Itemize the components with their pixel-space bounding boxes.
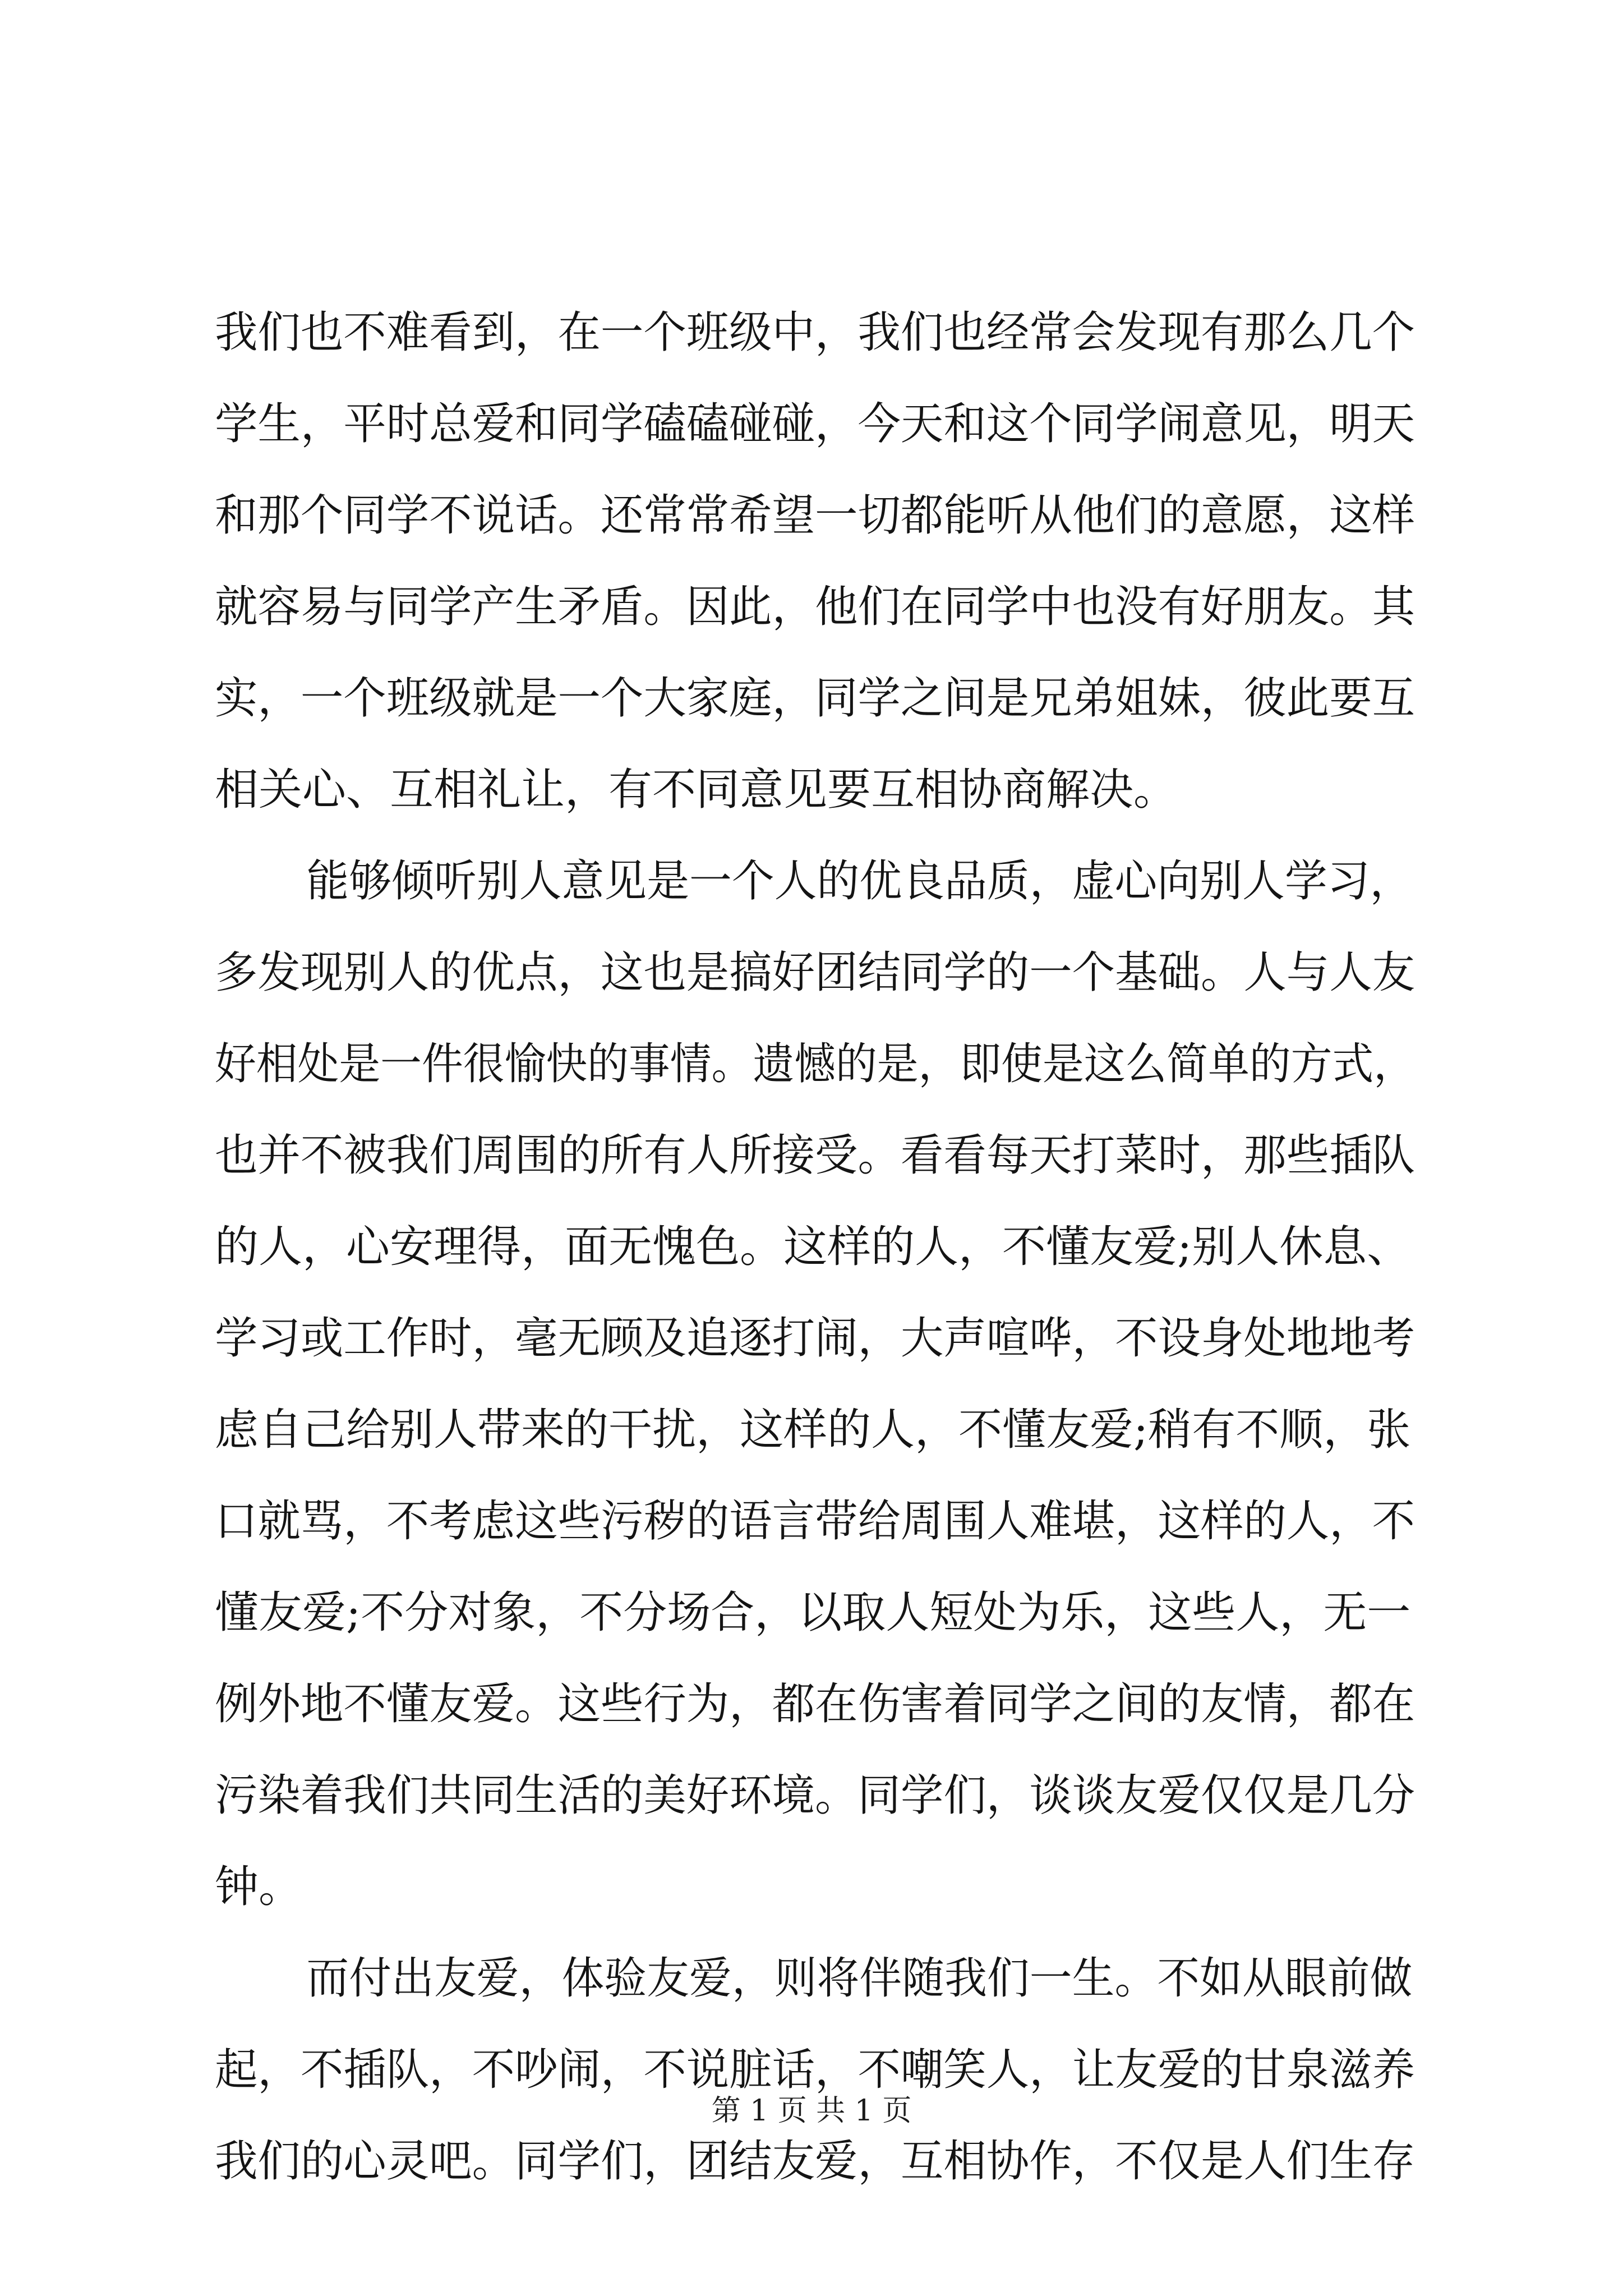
text-line: 虑自己给别人带来的干扰，这样的人，不懂友爱;稍有不顺，张 [215,1405,1411,1455]
text-line: 和那个同学不说话。还常常希望一切都能听从他们的意愿，这样 [215,490,1415,541]
text-line: 实，一个班级就是一个大家庭，同学之间是兄弟姐妹，彼此要互 [215,673,1415,724]
page-footer: 第 1 页 共 1 页 [711,2094,912,2128]
text-line: 相关心、互相礼让，有不同意见要互相协商解决。 [215,765,1178,815]
text-line: 多发现别人的优点，这也是搞好团结同学的一个基础。人与人友 [215,947,1415,998]
text-line: 口就骂，不考虑这些污秽的语言带给周围人难堪，这样的人，不 [215,1496,1415,1547]
text-line: 就容易与同学产生矛盾。因此，他们在同学中也没有好朋友。其 [215,582,1415,632]
paragraph-first-line: 而付出友爱，体验友爱，则将伴随我们一生。不如从眼前做 [306,1953,1413,2004]
text-line: 钟。 [215,1862,303,1912]
document-body [215,287,1415,2207]
text-line: 的人，心安理得，面无愧色。这样的人，不懂友爱;别人休息、 [215,1222,1411,1272]
paragraph-first-line: 能够倾听别人意见是一个人的优良品质，虚心向别人学习， [306,856,1413,907]
text-line: 好相处是一件很愉快的事情。遗憾的是，即使是这么简单的方式， [215,1039,1415,1089]
text-line: 污染着我们共同生活的美好环境。同学们，谈谈友爱仅仅是几分 [215,1770,1415,1821]
text-line: 例外地不懂友爱。这些行为，都在伤害着同学之间的友情，都在 [215,1679,1415,1729]
text-line: 起，不插队，不吵闹，不说脏话，不嘲笑人，让友爱的甘泉滋养 [215,2045,1415,2095]
text-line: 学生，平时总爱和同学磕磕碰碰，今天和这个同学闹意见，明天 [215,399,1415,449]
text-line: 懂友爱;不分对象，不分场合，以取人短处为乐，这些人，无一 [215,1588,1411,1638]
text-line: 我们也不难看到，在一个班级中，我们也经常会发现有那么几个 [215,307,1415,358]
text-line: 学习或工作时，毫无顾及追逐打闹，大声喧哗，不设身处地地考 [215,1313,1415,1364]
text-line: 也并不被我们周围的所有人所接受。看看每天打菜时，那些插队 [215,1130,1415,1181]
text-line: 我们的心灵吧。同学们，团结友爱，互相协作，不仅是人们生存 [215,2136,1415,2187]
